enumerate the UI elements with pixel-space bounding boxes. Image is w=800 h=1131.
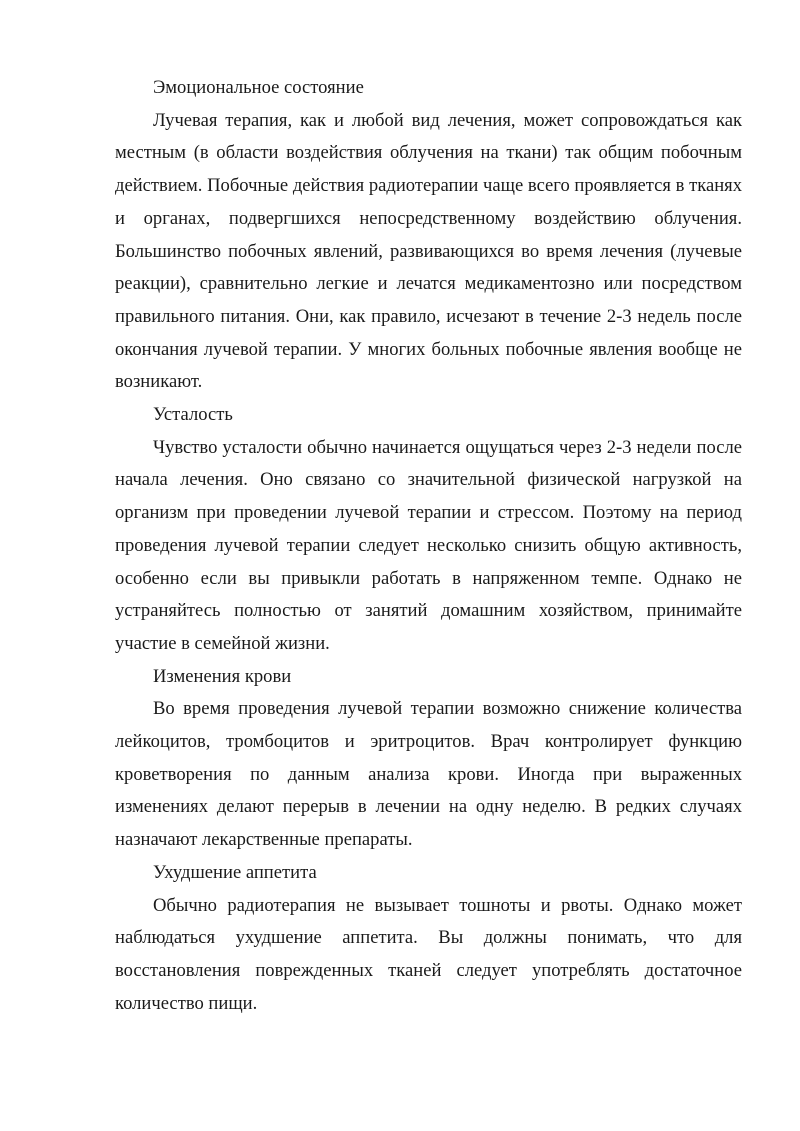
section-heading-fatigue: Усталость <box>153 404 233 426</box>
section-paragraph-appetite-loss: Обычно радиотерапия не вызывает тошноты и рвоты. Однако может наблюдаться ухудшение аппетита. Вы должны понимать, что для восстановления поврежденных тканей следует употреблять достаточное количество пищи. <box>115 894 742 1014</box>
section-heading-blood-changes: Изменения крови <box>153 665 292 687</box>
section-paragraph-blood-changes: Во время проведения лучевой терапии возможно снижение количества лейкоцитов, тромбоцитов и эритроцитов. Врач контролирует функцию кроветворения по данным анализа крови. Иногда при выраженных изменениях делают перерыв в лечении на одну неделю. В редких случаях назначают лекарственные препараты. <box>115 698 742 851</box>
section-heading-appetite-loss: Ухудшение аппетита <box>153 861 317 883</box>
document-page <box>115 72 742 1020</box>
section-paragraph-emotional-state: Лучевая терапия, как и любой вид лечения, может сопровождаться как местным (в области воздействия облучения на ткани) так общим побочным действием. Побочные действия радиотерапии чаще всего проявляется в тканях и органах, подвергшихся непосредственному воздействию облучения. Большинство побочных явлений, развивающихся во время лечения (лучевые реакции), сравнительно легкие и лечатся медикаментозно или посредством правильного питания. Они, как правило, исчезают в течение 2-3 недель после окончания лучевой терапии. У многих больных побочные явления вообще не возникают. <box>115 109 742 393</box>
section-heading-emotional-state: Эмоциональное состояние <box>153 77 364 98</box>
section-paragraph-fatigue: Чувство усталости обычно начинается ощущаться через 2-3 недели после начала лечения. Оно связано со значительной физической нагрузкой на организм при проведении лучевой терапии и стрессом. Поэтому на период проведения лучевой терапии следует несколько снизить общую активность, особенно если вы привыкли работать в напряженном темпе. Однако не устраняйтесь полностью от занятий домашним хозяйством, принимайте участие в семейной жизни. <box>115 436 742 654</box>
